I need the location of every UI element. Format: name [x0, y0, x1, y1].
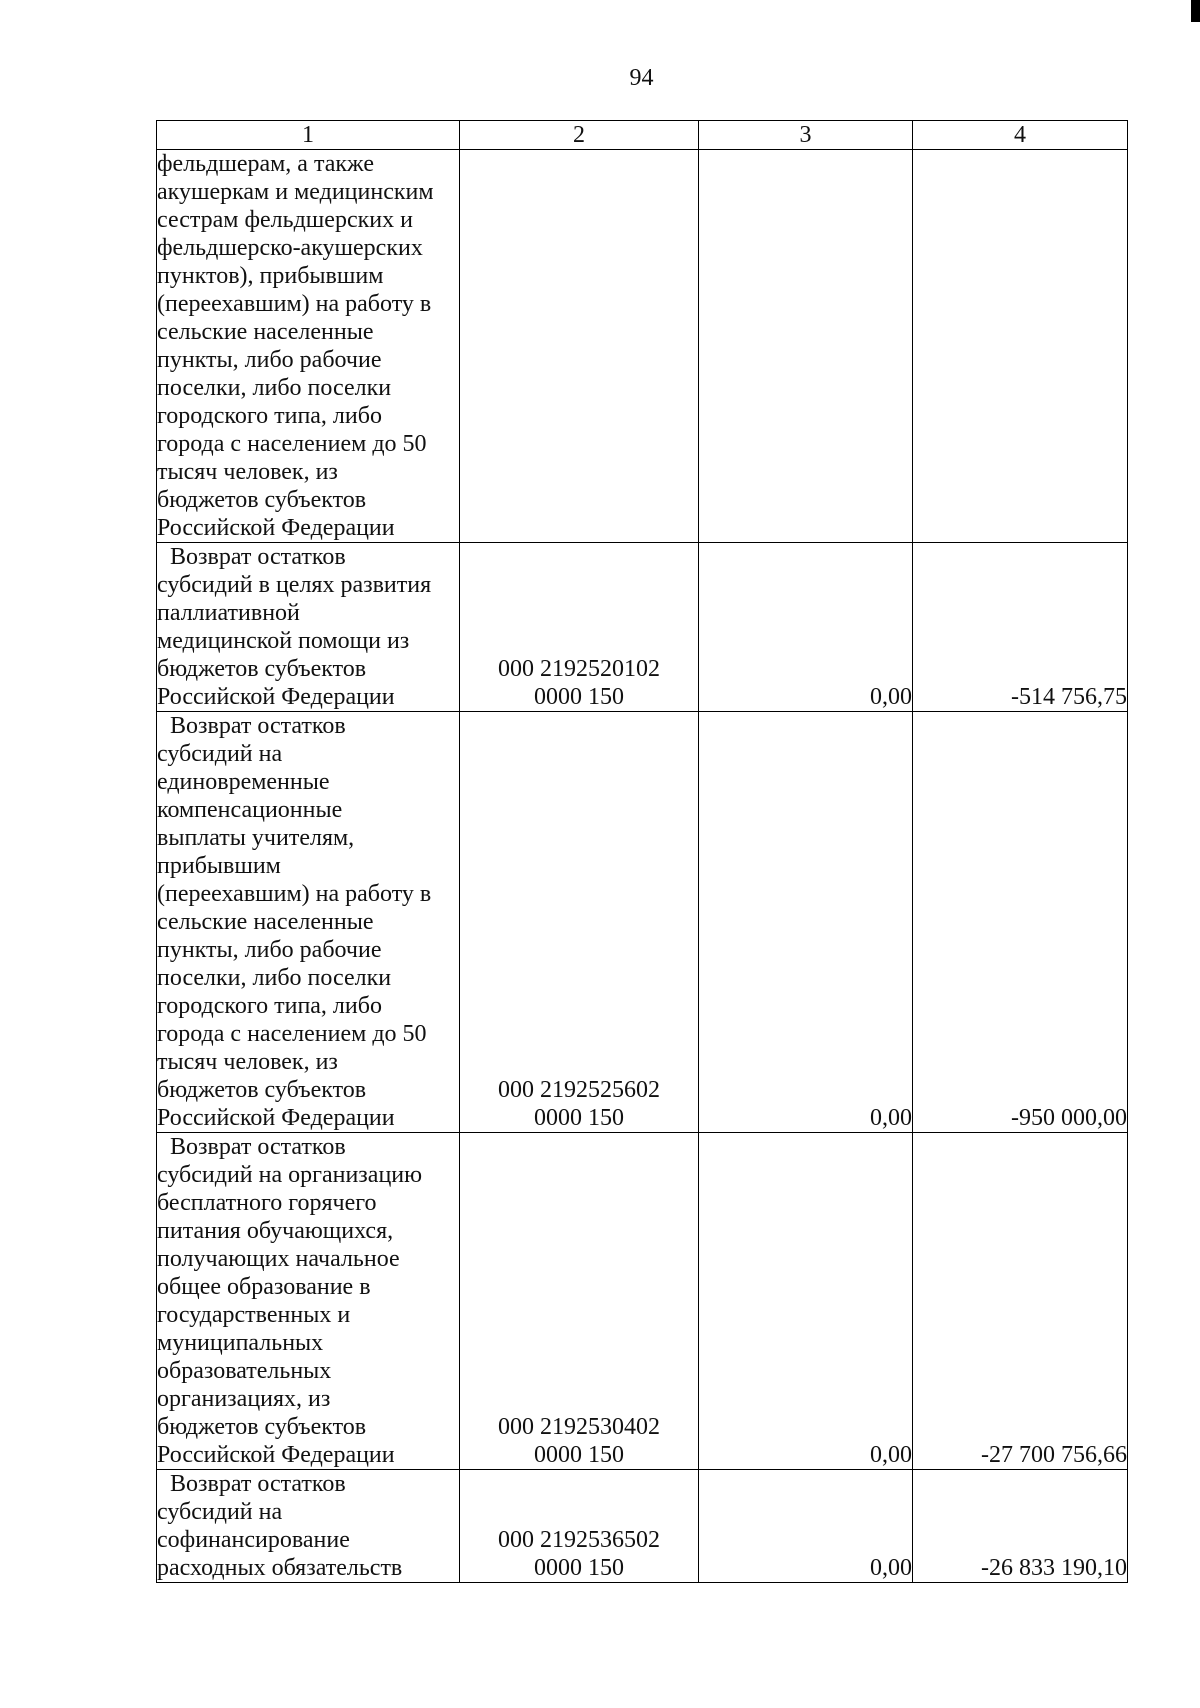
- budget-table: [156, 120, 1128, 1583]
- table-header-row: [157, 121, 1128, 150]
- column-header-2: 2: [460, 121, 699, 150]
- description-cell: фельдшерам, а также акушеркам и медицинским сестрам фельдшерских и фельдшерско-акушерских пунктов), прибывшим (переехавшим) на работу в сельские населенные пункты, либо рабочие поселки, либо поселки городского типа, либо города с населением до 50 тысяч человек, из бюджетов субъектов Российской Федерации: [157, 150, 460, 543]
- page-number: 94: [629, 65, 654, 91]
- value-cell-col4: [913, 150, 1128, 543]
- column-header-4: 4: [913, 121, 1128, 150]
- budget-code-cell: 000 2192530402 0000 150: [460, 1133, 699, 1470]
- value-cell-col3: 0,00: [699, 543, 913, 712]
- description-cell: Возврат остатков субсидий на софинансирование расходных обязательств: [157, 1470, 460, 1583]
- column-header-1: 1: [157, 121, 460, 150]
- scan-edge-mark: [1191, 0, 1200, 22]
- table-row: [157, 712, 1128, 1133]
- value-cell-col4: -514 756,75: [913, 543, 1128, 712]
- description-cell: Возврат остатков субсидий на единовременные компенсационные выплаты учителям, прибывшим (переехавшим) на работу в сельские населенные пункты, либо рабочие поселки, либо поселки городского типа, либо города с населением до 50 тысяч человек, из бюджетов субъектов Российской Федерации: [157, 712, 460, 1133]
- budget-code-cell: 000 2192520102 0000 150: [460, 543, 699, 712]
- description-cell: Возврат остатков субсидий на организацию бесплатного горячего питания обучающихся, получающих начальное общее образование в государственных и муниципальных образовательных организациях, из бюджетов субъектов Российской Федерации: [157, 1133, 460, 1470]
- value-cell-col3: 0,00: [699, 1470, 913, 1583]
- value-cell-col4: -26 833 190,10: [913, 1470, 1128, 1583]
- value-cell-col4: -950 000,00: [913, 712, 1128, 1133]
- value-cell-col3: 0,00: [699, 1133, 913, 1470]
- budget-code-cell: 000 2192525602 0000 150: [460, 712, 699, 1133]
- value-cell-col4: -27 700 756,66: [913, 1133, 1128, 1470]
- table-row: [157, 1470, 1128, 1583]
- table-row: [157, 1133, 1128, 1470]
- budget-code-cell: 000 2192536502 0000 150: [460, 1470, 699, 1583]
- table-row: [157, 543, 1128, 712]
- value-cell-col3: 0,00: [699, 712, 913, 1133]
- budget-code-cell: [460, 150, 699, 543]
- table-row: [157, 150, 1128, 543]
- value-cell-col3: [699, 150, 913, 543]
- column-header-3: 3: [699, 121, 913, 150]
- description-cell: Возврат остатков субсидий в целях развития паллиативной медицинской помощи из бюджетов субъектов Российской Федерации: [157, 543, 460, 712]
